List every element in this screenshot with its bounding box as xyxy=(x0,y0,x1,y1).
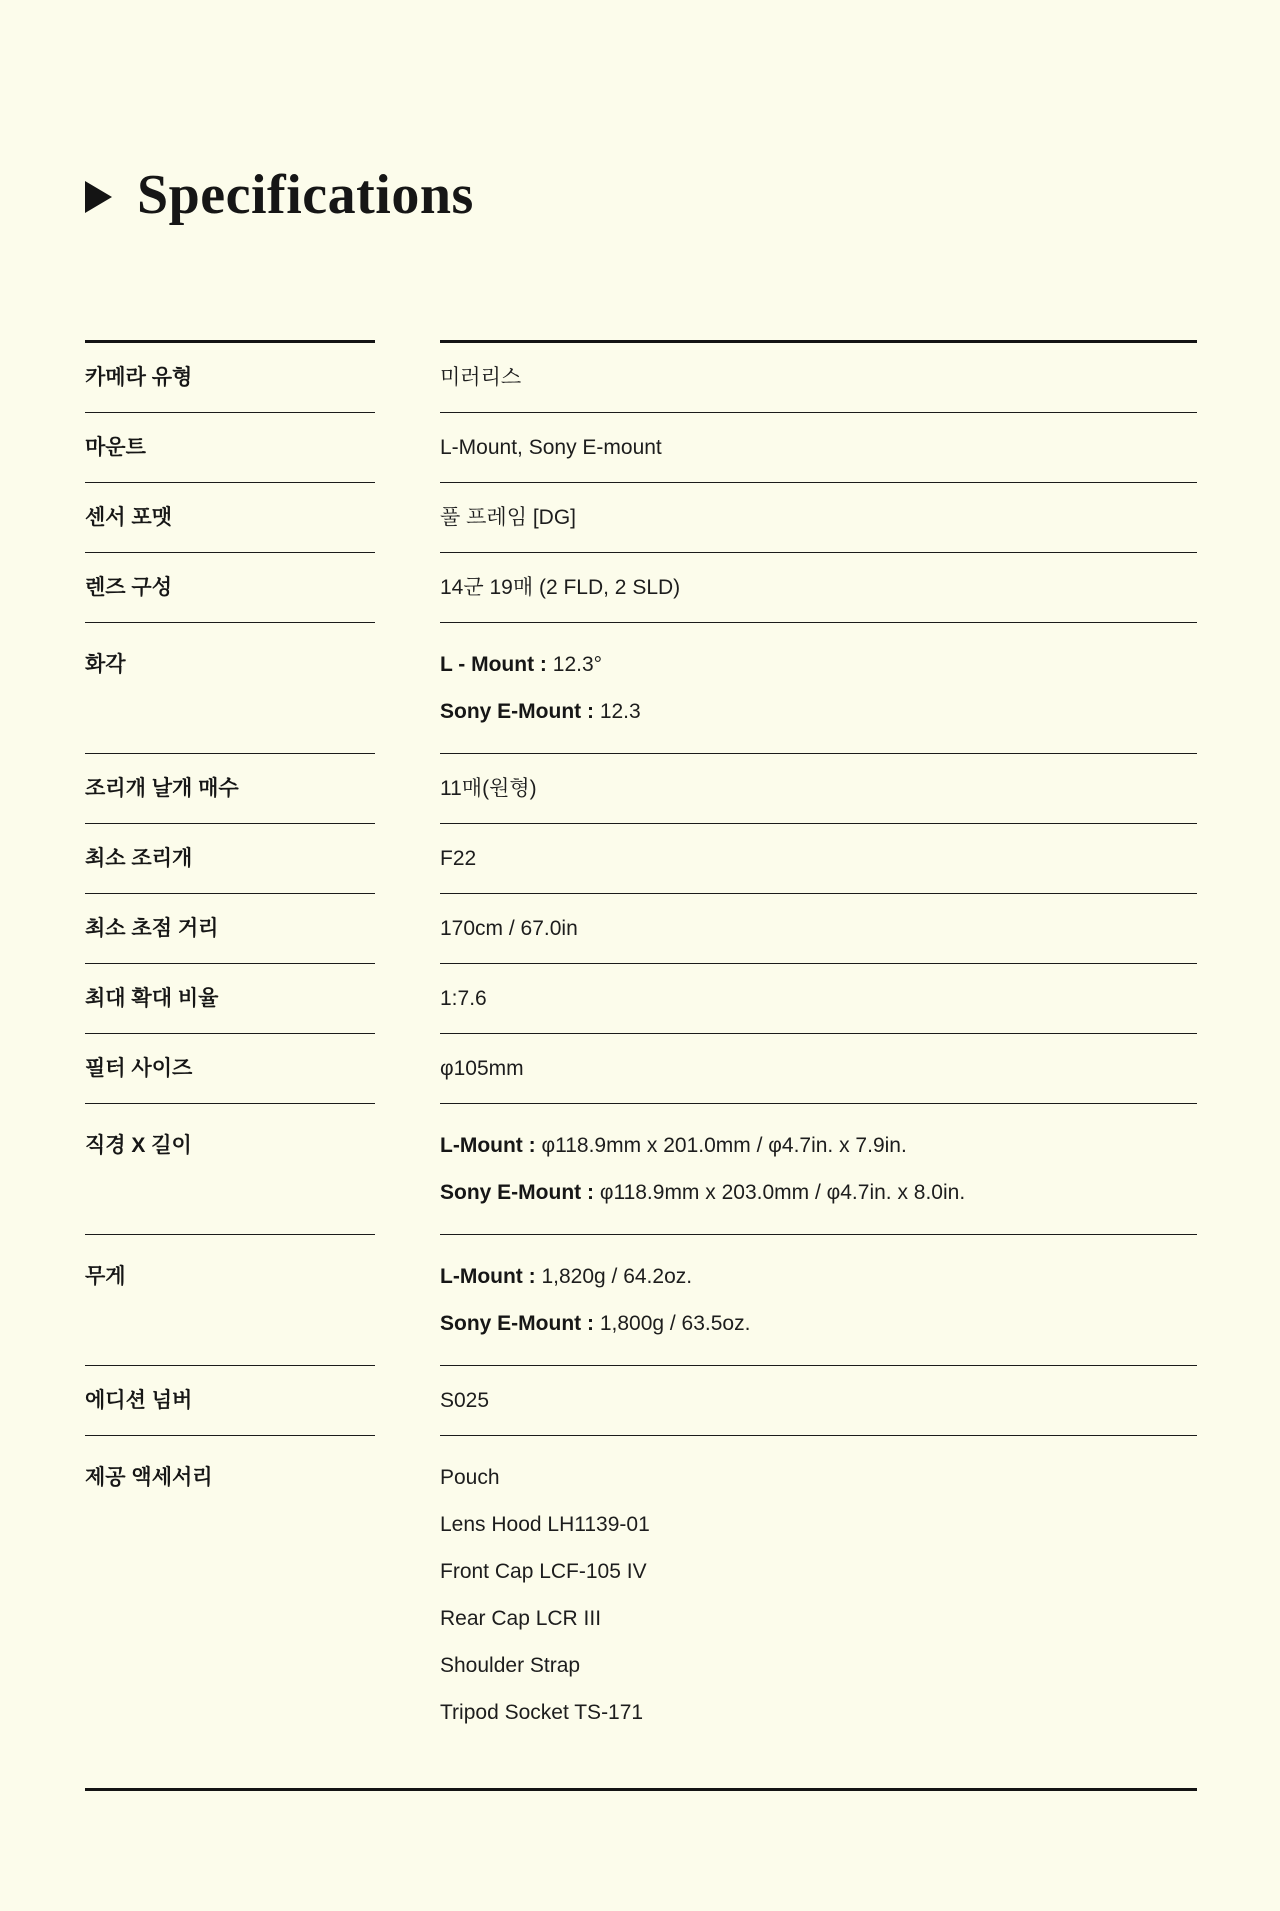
spec-value-line xyxy=(440,775,1197,802)
spec-value-text: 12.3° xyxy=(552,653,603,676)
spec-value-line xyxy=(440,1132,1197,1159)
page-title: Specifications xyxy=(137,164,474,226)
spec-label: 조리개 날개 매수 xyxy=(85,753,375,823)
spec-row xyxy=(85,340,1197,412)
section-header xyxy=(85,162,1197,228)
spec-value xyxy=(440,753,1197,823)
spec-value-line xyxy=(440,698,1197,725)
spec-value xyxy=(440,1033,1197,1103)
spec-label: 최대 확대 비율 xyxy=(85,963,375,1033)
column-gap xyxy=(375,823,440,893)
spec-label: 무게 xyxy=(85,1234,375,1365)
spec-label: 제공 액세서리 xyxy=(85,1435,375,1788)
spec-value-line xyxy=(440,364,1197,391)
spec-value xyxy=(440,1234,1197,1365)
spec-value-text: 1,800g / 63.5oz. xyxy=(599,1312,751,1335)
spec-value-line xyxy=(440,1699,1197,1726)
spec-row xyxy=(85,823,1197,893)
spec-value-line xyxy=(440,1464,1197,1491)
spec-row xyxy=(85,1033,1197,1103)
spec-value-line xyxy=(440,915,1197,942)
spec-row xyxy=(85,482,1197,552)
spec-value-text: Shoulder Strap xyxy=(440,1654,581,1677)
play-triangle-icon xyxy=(85,181,112,213)
spec-value-text: 풀 프레임 [DG] xyxy=(440,506,576,529)
column-gap xyxy=(375,963,440,1033)
spec-value xyxy=(440,412,1197,482)
table-bottom-rule xyxy=(85,1788,1197,1791)
spec-value-line xyxy=(440,1511,1197,1538)
mount-prefix: Sony E-Mount : xyxy=(440,1312,594,1335)
spec-label: 렌즈 구성 xyxy=(85,552,375,622)
spec-value-text: Front Cap LCF-105 IV xyxy=(440,1560,647,1583)
spec-value-text: Rear Cap LCR III xyxy=(440,1607,602,1630)
spec-value-line xyxy=(440,1387,1197,1414)
spec-value-line xyxy=(440,845,1197,872)
spec-value xyxy=(440,482,1197,552)
spec-row xyxy=(85,622,1197,753)
spec-value-text: Lens Hood LH1139-01 xyxy=(440,1513,650,1536)
spec-value-text: 12.3 xyxy=(599,700,641,723)
spec-value xyxy=(440,1103,1197,1234)
spec-label: 최소 조리개 xyxy=(85,823,375,893)
column-gap xyxy=(375,753,440,823)
column-gap xyxy=(375,893,440,963)
spec-row xyxy=(85,1234,1197,1365)
rule-segment xyxy=(440,1788,1197,1791)
spec-value-line xyxy=(440,1263,1197,1290)
spec-value-line xyxy=(440,651,1197,678)
spec-value-text: 170cm / 67.0in xyxy=(440,917,578,940)
spec-value-text: 11매(원형) xyxy=(440,777,537,800)
spec-value-text: S025 xyxy=(440,1389,490,1412)
spec-row xyxy=(85,412,1197,482)
column-gap xyxy=(375,1788,440,1791)
spec-row xyxy=(85,893,1197,963)
rule-segment xyxy=(85,1788,375,1791)
spec-row xyxy=(85,552,1197,622)
column-gap xyxy=(375,1234,440,1365)
spec-value-line xyxy=(440,985,1197,1012)
spec-value-text: φ118.9mm x 203.0mm / φ4.7in. x 8.0in. xyxy=(599,1181,966,1204)
spec-label: 에디션 넘버 xyxy=(85,1365,375,1435)
spec-value xyxy=(440,622,1197,753)
spec-label: 마운트 xyxy=(85,412,375,482)
spec-value-text: F22 xyxy=(440,847,477,870)
spec-label: 직경 X 길이 xyxy=(85,1103,375,1234)
column-gap xyxy=(375,1103,440,1234)
spec-value-line xyxy=(440,1179,1197,1206)
spec-value-line xyxy=(440,1652,1197,1679)
spec-table xyxy=(85,340,1197,1791)
spec-value-text: 미러리스 xyxy=(440,366,522,389)
spec-value xyxy=(440,823,1197,893)
spec-value-text: φ105mm xyxy=(440,1057,524,1080)
mount-prefix: Sony E-Mount : xyxy=(440,700,594,723)
spec-row xyxy=(85,753,1197,823)
spec-value xyxy=(440,963,1197,1033)
spec-value-line xyxy=(440,574,1197,601)
mount-prefix: L - Mount : xyxy=(440,653,547,676)
spec-value xyxy=(440,552,1197,622)
column-gap xyxy=(375,1033,440,1103)
spec-value xyxy=(440,340,1197,412)
spec-value-text: Tripod Socket TS-171 xyxy=(440,1701,644,1724)
spec-label: 최소 초점 거리 xyxy=(85,893,375,963)
column-gap xyxy=(375,1435,440,1788)
spec-value-text: Pouch xyxy=(440,1466,500,1489)
column-gap xyxy=(375,1365,440,1435)
spec-label: 센서 포맷 xyxy=(85,482,375,552)
spec-row xyxy=(85,1435,1197,1788)
spec-value xyxy=(440,893,1197,963)
spec-value xyxy=(440,1365,1197,1435)
mount-prefix: L-Mount : xyxy=(440,1134,536,1157)
spec-row xyxy=(85,1365,1197,1435)
spec-value-line xyxy=(440,434,1197,461)
spec-label: 카메라 유형 xyxy=(85,340,375,412)
spec-value-text: 1,820g / 64.2oz. xyxy=(541,1265,693,1288)
spec-value-text: φ118.9mm x 201.0mm / φ4.7in. x 7.9in. xyxy=(541,1134,907,1157)
column-gap xyxy=(375,552,440,622)
column-gap xyxy=(375,622,440,753)
spec-value-line xyxy=(440,1310,1197,1337)
column-gap xyxy=(375,412,440,482)
spec-value-text: 1:7.6 xyxy=(440,987,487,1010)
spec-row xyxy=(85,963,1197,1033)
spec-value xyxy=(440,1435,1197,1788)
spec-value-line xyxy=(440,1605,1197,1632)
spec-label: 화각 xyxy=(85,622,375,753)
spec-value-text: L-Mount, Sony E-mount xyxy=(440,436,662,459)
spec-value-text: 14군 19매 (2 FLD, 2 SLD) xyxy=(440,576,681,599)
spec-row xyxy=(85,1103,1197,1234)
spec-value-line xyxy=(440,504,1197,531)
mount-prefix: Sony E-Mount : xyxy=(440,1181,594,1204)
spec-label: 필터 사이즈 xyxy=(85,1033,375,1103)
spec-value-line xyxy=(440,1558,1197,1585)
column-gap xyxy=(375,340,440,412)
column-gap xyxy=(375,482,440,552)
spec-value-line xyxy=(440,1055,1197,1082)
mount-prefix: L-Mount : xyxy=(440,1265,536,1288)
